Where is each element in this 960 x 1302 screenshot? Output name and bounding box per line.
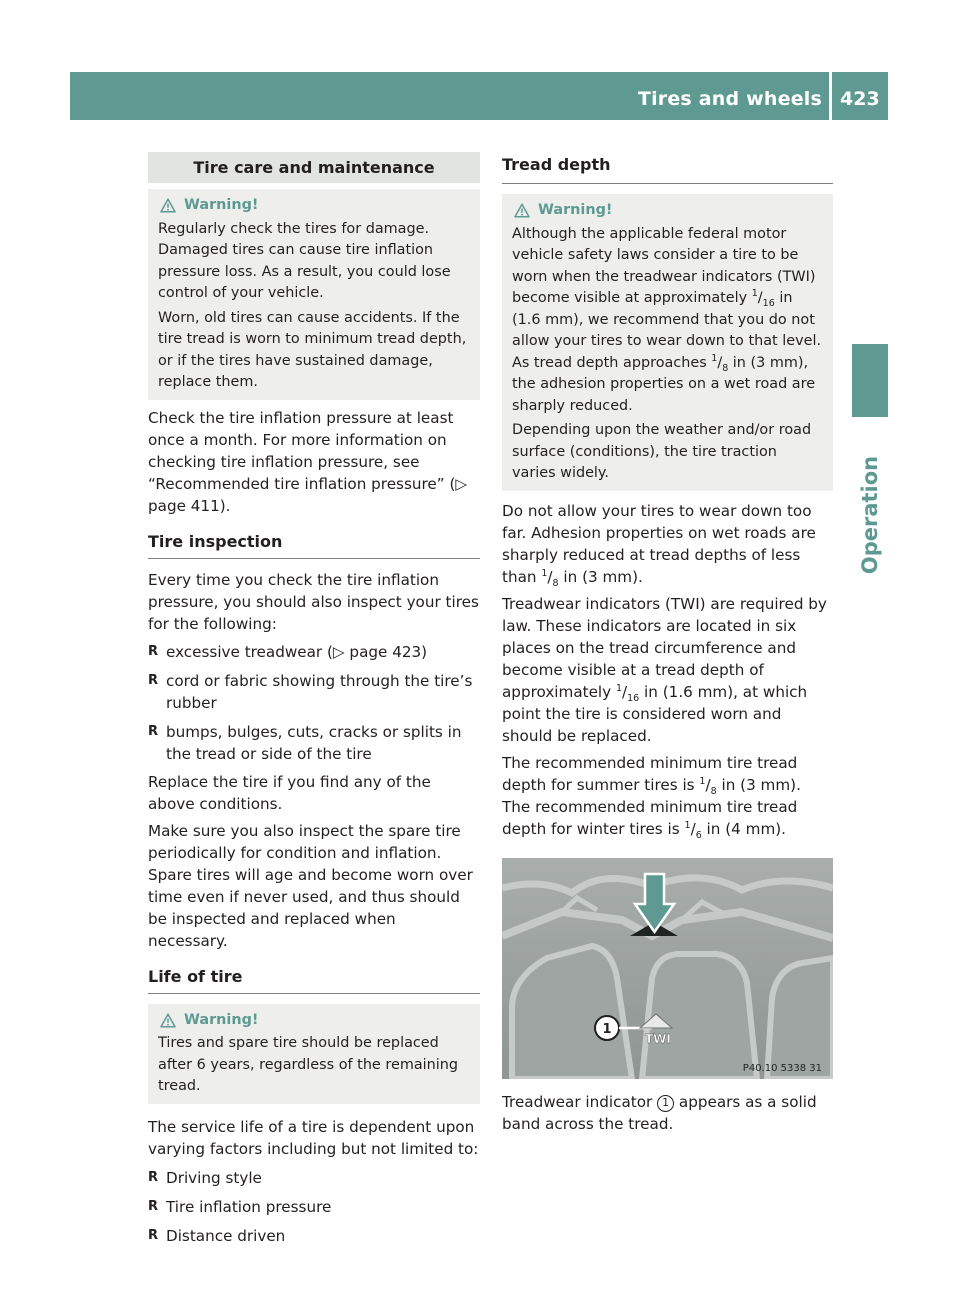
warning-box-damage <box>148 189 480 400</box>
warning-text: Regularly check the tires for damage. Damaged tires can cause tire inflation pressure loss. As a result, you could lose control of your vehicle. <box>158 220 451 301</box>
warning-title-text: Warning! <box>184 197 259 213</box>
warning-title <box>512 200 825 222</box>
list-item: R cord or fabric showing through the tire’s rubber <box>148 670 480 714</box>
warning-box-tread <box>502 194 833 491</box>
tire-tread-illustration <box>502 858 833 1079</box>
list-item: R Distance driven <box>148 1225 480 1247</box>
factors-list <box>148 1167 480 1247</box>
callout-number: 1 <box>602 1021 612 1037</box>
service-life-paragraph: The service life of a tire is dependent upon varying factors including but not limited to: <box>148 1117 479 1158</box>
warning-triangle-icon <box>160 1013 176 1028</box>
list-item: R Tire inflation pressure <box>148 1196 480 1218</box>
list-item: R Driving style <box>148 1167 480 1189</box>
inspection-intro: Every time you check the tire inflation pressure, you should also inspect your tires for the following: <box>148 570 479 633</box>
warning-triangle-icon <box>160 198 176 213</box>
page-title: Tires and wheels <box>637 88 822 110</box>
left-column <box>148 152 480 1247</box>
header-divider <box>829 72 832 120</box>
tread-depth-heading: Tread depth <box>502 152 833 184</box>
life-of-tire-heading: Life of tire <box>148 966 480 994</box>
figure-code: P40.10 5338 31 <box>742 1062 822 1074</box>
care-heading: Tire care and maintenance <box>148 152 480 183</box>
figure-caption: Treadwear indicator 1 appears as a solid band across the tread. <box>502 1092 817 1133</box>
warning-text: Depending upon the weather and/or road surface (conditions), the tire traction varies widely. <box>512 422 812 481</box>
warning-text: Although the applicable federal motor vehicle safety laws consider a tire to be worn when the treadwear indicators (TWI) become visible at approximately $^1/_{16}$ in (1.6 mm), we recommend that you do not allow your tires to wear down to that level. As tread depth approaches $^1/_8$ in (3 mm), the adhesion properties on a wet road are sharply reduced. <box>512 225 822 414</box>
side-tab-label: Operation <box>858 455 882 575</box>
replace-paragraph: Replace the tire if you find any of the above conditions. <box>148 772 431 813</box>
twi-label: TWI <box>645 1031 671 1046</box>
warning-title <box>158 195 472 217</box>
right-column <box>502 152 833 1135</box>
list-item: R bumps, bulges, cuts, cracks or splits in the tread or side of the tire <box>148 721 480 765</box>
side-tab <box>852 430 888 600</box>
warning-title-text: Warning! <box>184 1011 259 1028</box>
warning-triangle-icon <box>514 203 530 218</box>
warning-text: Worn, old tires can cause accidents. If the tire tread is worn to minimum tread depth, or if the tires have sustained damage, replace them. <box>158 309 467 390</box>
spare-tire-paragraph: Make sure you also inspect the spare tire periodically for condition and inflation. Spare tires will age and become worn over time even if never used, and thus should be inspected and replaced when necessary. <box>148 821 473 950</box>
callout-marker: 1 <box>657 1095 674 1112</box>
warning-text: Tires and spare tire should be replaced after 6 years, regardless of the remaining tread. <box>158 1035 459 1094</box>
inspection-list <box>148 641 480 765</box>
warning-title-text: Warning! <box>538 202 613 218</box>
warning-box-age <box>148 1004 480 1104</box>
minimum-depth-paragraph: The recommended minimum tire tread depth for summer tires is $^1/_8$ in (3 mm). The recommended minimum tire tread depth for winter tires is $^1/_6$ in (4 mm). <box>502 753 801 841</box>
tire-inspection-heading: Tire inspection <box>148 531 480 559</box>
check-pressure-paragraph: Check the tire inflation pressure at least once a month. For more information on checking tire inflation pressure, see “Recommended tire inflation pressure” (▷ page 411). <box>148 408 468 515</box>
side-tab-marker <box>852 344 888 417</box>
page-number: 423 <box>840 88 880 110</box>
list-item: R excessive treadwear (▷ page 423) <box>148 641 480 663</box>
wear-paragraph: Do not allow your tires to wear down too far. Adhesion properties on wet roads are sharply reduced at tread depths of less than $^1/_8$ in (3 mm). <box>502 501 816 589</box>
warning-title <box>158 1010 472 1032</box>
twi-paragraph: Treadwear indicators (TWI) are required by law. These indicators are located in six places on the tread circumference and become visible at a tread depth of approximately $^1/_{16}$ in (1.6 mm), at which point the tire is considered worn and should be replaced. <box>502 594 827 745</box>
